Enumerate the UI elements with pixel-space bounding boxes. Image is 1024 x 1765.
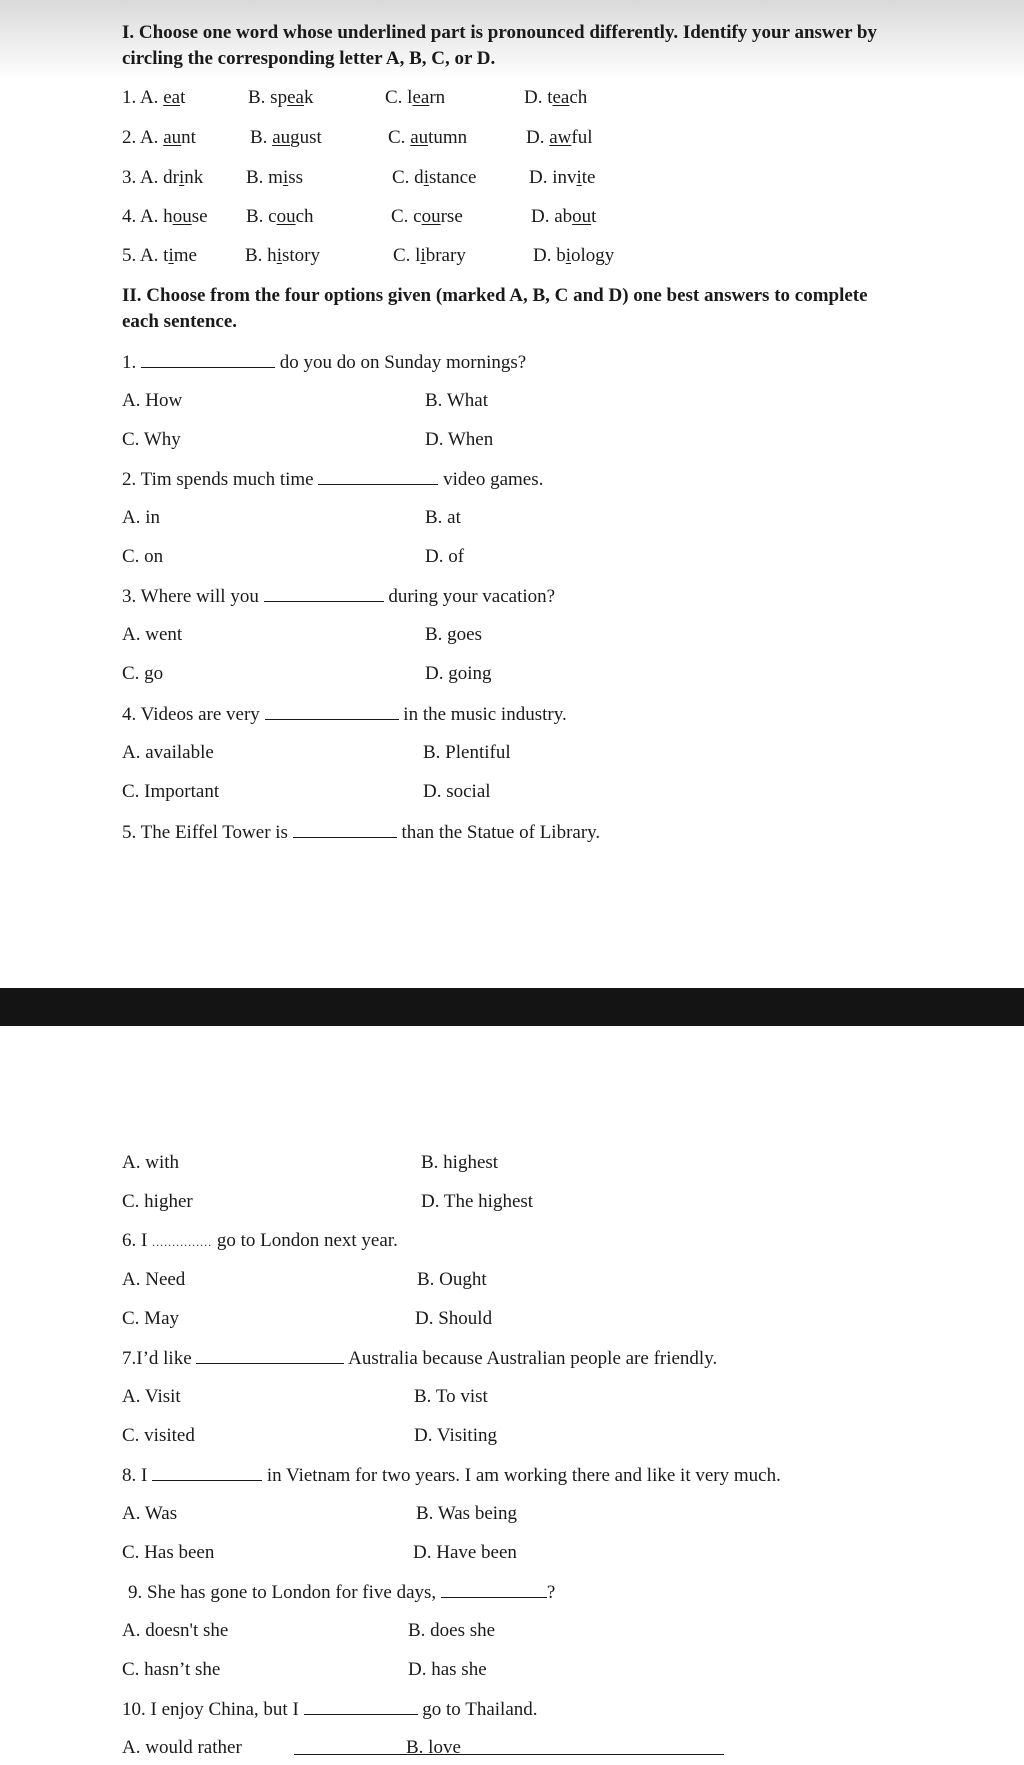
question-4: 4. Videos are very in the music industry. (122, 704, 567, 725)
pron-1-c: C. learn (385, 87, 446, 108)
question-3: 3. Where will you during your vacation? (122, 586, 556, 607)
q6-option-a: A. Need (122, 1269, 186, 1290)
pron-5-c: C. library (393, 245, 466, 266)
question-8: 8. I in Vietnam for two years. I am working there and like it very much. (122, 1465, 781, 1486)
q2-option-b: B. at (425, 507, 461, 528)
q1-option-c: C. Why (122, 429, 181, 450)
section-2-heading: II. Choose from the four options given (marked A, B, C and D) one best answers to complete each sentence. (122, 285, 868, 332)
q8-option-a: A. Was (122, 1503, 178, 1524)
answer-blank-7 (196, 1346, 344, 1364)
answer-blank-10 (304, 1697, 418, 1715)
q10-option-b: B. love (406, 1737, 461, 1758)
worksheet-page-bottom (0, 1026, 1024, 1765)
page-divider (0, 988, 1024, 1026)
q5-option-a: A. with (122, 1152, 179, 1173)
cut-off-line (294, 1754, 724, 1755)
q9-option-d: D. has she (408, 1659, 487, 1680)
answer-blank-9 (441, 1580, 547, 1598)
q9-option-b: B. does she (408, 1620, 496, 1641)
q5-option-c: C. higher (122, 1191, 193, 1212)
q8-option-c: C. Has been (122, 1542, 215, 1563)
q1-option-b: B. What (425, 390, 488, 411)
answer-blank-3 (264, 584, 384, 602)
answer-blank-8 (152, 1463, 262, 1481)
pron-4-b: B. couch (246, 206, 314, 227)
answer-blank-2 (318, 467, 438, 485)
q4-option-a: A. available (122, 742, 214, 763)
q3-option-c: C. go (122, 663, 164, 684)
pron-3-c: C. distance (392, 167, 477, 188)
q2-option-a: A. in (122, 507, 160, 528)
section-1-heading: I. Choose one word whose underlined part is pronounced differently. Identify your answer by circling the corresponding letter A, B, C, or D. (122, 22, 877, 69)
answer-blank-1 (141, 350, 275, 368)
answer-blank-4 (265, 702, 399, 720)
q6-option-c: C. May (122, 1308, 179, 1329)
q5-option-b: B. highest (421, 1152, 499, 1173)
q7-option-d: D. Visiting (414, 1425, 497, 1446)
q1-option-a: A. How (122, 390, 183, 411)
pron-5-b: B. history (245, 245, 320, 266)
q7-option-c: C. visited (122, 1425, 195, 1446)
pron-2-c: C. autumn (388, 127, 468, 148)
question-5: 5. The Eiffel Tower is than the Statue of Library. (122, 822, 601, 843)
q7-option-a: A. Visit (122, 1386, 181, 1407)
q2-option-c: C. on (122, 546, 164, 567)
question-2: 2. Tim spends much time video games. (122, 469, 544, 490)
question-10: 10. I enjoy China, but I go to Thailand. (122, 1699, 538, 1720)
q9-option-c: C. hasn’t she (122, 1659, 221, 1680)
q4-option-d: D. social (423, 781, 491, 802)
pron-5-d: D. biology (533, 245, 615, 266)
q6-option-d: D. Should (415, 1308, 493, 1329)
q5-option-d: D. The highest (421, 1191, 534, 1212)
q3-option-d: D. going (425, 663, 492, 684)
question-7: 7.I’d like Australia because Australian people are friendly. (122, 1348, 718, 1369)
pron-2-a: 2. A. aunt (122, 127, 196, 148)
pron-3-a: 3. A. drink (122, 167, 204, 188)
q7-option-b: B. To vist (414, 1386, 488, 1407)
q4-option-b: B. Plentiful (423, 742, 511, 763)
pron-2-d: D. awful (526, 127, 593, 148)
pron-3-b: B. miss (246, 167, 304, 188)
pron-4-a: 4. A. house (122, 206, 208, 227)
q10-option-a: A. would rather (122, 1737, 242, 1758)
q3-option-b: B. goes (425, 624, 482, 645)
q4-option-c: C. Important (122, 781, 220, 802)
question-6: 6. I ............... go to London next year. (122, 1229, 398, 1254)
q1-option-d: D. When (425, 429, 494, 450)
q3-option-a: A. went (122, 624, 183, 645)
pron-4-d: D. about (531, 206, 597, 227)
q8-option-d: D. Have been (413, 1542, 517, 1563)
pron-2-b: B. august (250, 127, 322, 148)
answer-blank-5 (293, 820, 397, 838)
q8-option-b: B. Was being (416, 1503, 518, 1524)
question-9: 9. She has gone to London for five days, ? (128, 1582, 556, 1603)
q2-option-d: D. of (425, 546, 465, 567)
pron-3-d: D. invite (529, 167, 596, 188)
pron-4-c: C. course (391, 206, 463, 227)
pron-1-a: 1. A. eat (122, 87, 186, 108)
q6-option-b: B. Ought (417, 1269, 487, 1290)
pron-1-d: D. teach (524, 87, 588, 108)
q9-option-a: A. doesn't she (122, 1620, 229, 1641)
question-1: 1. do you do on Sunday mornings? (122, 352, 527, 373)
answer-blank-6: ............... (152, 1235, 213, 1249)
pron-5-a: 5. A. time (122, 245, 197, 266)
pron-1-b: B. speak (248, 87, 314, 108)
